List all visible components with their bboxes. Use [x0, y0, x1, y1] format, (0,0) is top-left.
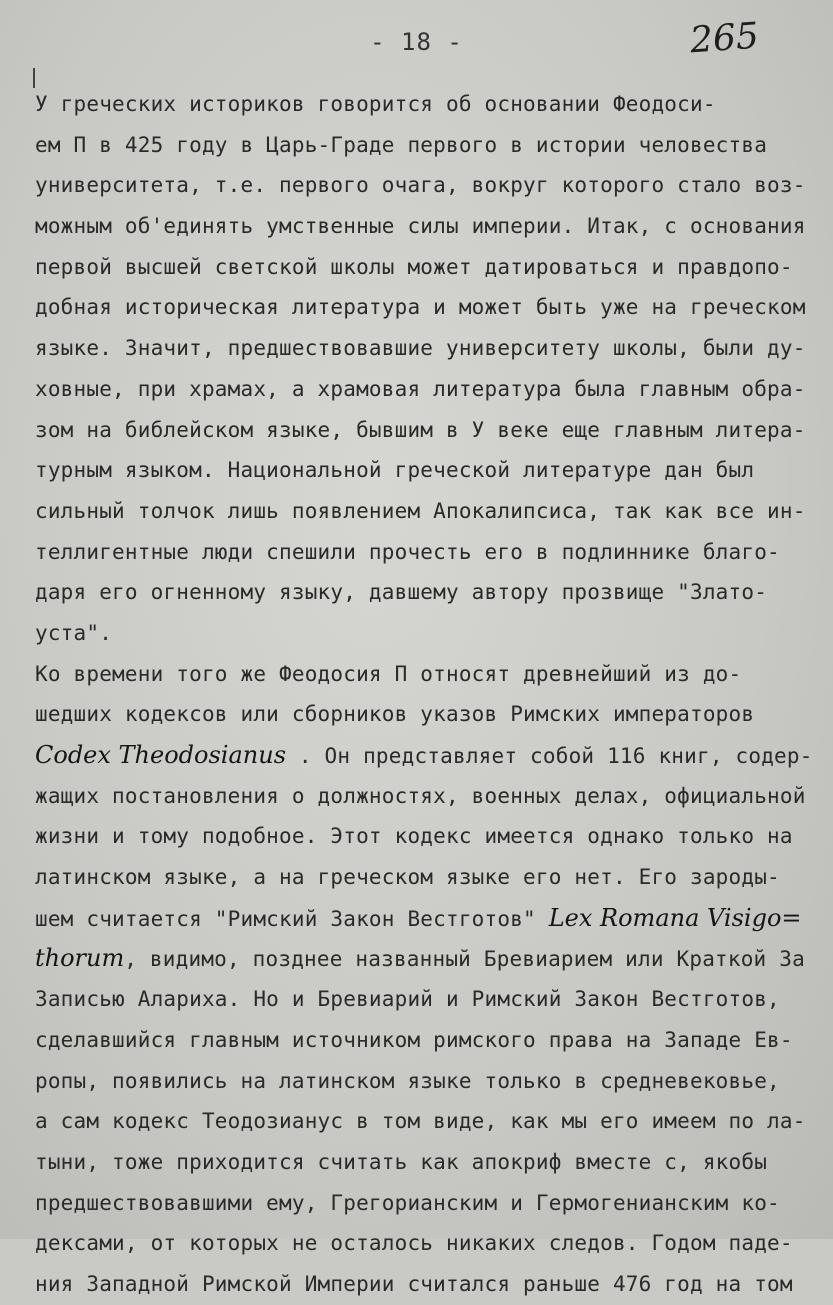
text-line: зом на библейском языке, бывшим в У веке еще главным литера-	[35, 417, 806, 442]
text-line: шедших кодексов или сборников указов Римских императоров	[35, 702, 755, 727]
paragraph-block	[35, 84, 833, 735]
text-line: латинском языке, а на греческом языке его нет. Его зароды-	[35, 865, 780, 890]
text-line: ем П в 425 году в Царь-Граде первого в истории человества	[35, 132, 768, 157]
typed-text: . Он представляет собой 116 книг, содер-	[286, 744, 813, 768]
typed-text: , видимо, позднее названный Бревиарием или Краткой За	[124, 947, 805, 972]
text-line	[35, 898, 833, 939]
text-line	[35, 938, 833, 979]
text-line: предшествовавшими ему, Грегорианским и Гермогенианским ко-	[35, 1190, 780, 1215]
text-line: дексами, от которых не осталось никаких следов. Годом паде-	[35, 1231, 793, 1256]
text-line: можным об'единять умственные силы империи. Итак, с основания	[35, 214, 806, 239]
text-line: ховные, при храмах, а храмовая литература была главным обра-	[35, 376, 806, 401]
text-line: турным языком. Национальной греческой литературе дан был	[35, 458, 755, 483]
text-line: а сам кодекс Теодозианус в том виде, как мы его имеем по ла-	[35, 1109, 806, 1134]
text-line: Записью Алариха. Но и Бревиарий и Римский Закон Вестготов,	[35, 987, 780, 1012]
text-line: жащих постановления о должностях, военных делах, официальной	[35, 783, 806, 808]
handwritten-insert: Codex Theodosianus	[35, 741, 287, 769]
body-text	[35, 84, 833, 1305]
text-line: тыни, тоже приходится считать как апокриф вместе с, якобы	[35, 1149, 768, 1174]
handwritten-insert: Lex Romana Visigo=	[548, 903, 802, 932]
text-line: жизни и тому подобное. Этот кодекс имеется однако только на	[35, 824, 793, 849]
text-line: сделавшийся главным источником римского права на Западе Ев-	[35, 1027, 793, 1052]
typed-text: шем считается "Римский Закон Вестготов"	[35, 906, 549, 931]
archive-mark-handwritten: 265	[688, 15, 761, 62]
text-line: сильный толчок лишь появлением Апокалипсиса, так как все ин-	[35, 498, 806, 523]
text-line: первой высшей светской школы может датироваться и правдопо-	[35, 254, 793, 279]
paragraph-block	[35, 776, 833, 898]
page-number: - 18 -	[370, 28, 463, 56]
text-line: ния Западной Римской Империи считался раньше 476 год на том	[35, 1271, 793, 1296]
text-line: уста".	[35, 620, 113, 645]
text-line: университета, т.е. первого очага, вокруг которого стало воз-	[35, 173, 806, 198]
text-line: теллигентные люди спешили прочесть его в подлиннике благо-	[35, 539, 780, 564]
text-line	[35, 735, 833, 776]
text-line: ропы, появились на латинском языке только в средневековье,	[35, 1068, 780, 1093]
text-line: добная историческая литература и может быть уже на греческом	[35, 295, 806, 320]
text-line: языке. Значит, предшествовавшие университету школы, были ду-	[35, 336, 806, 361]
handwritten-insert: thorum	[35, 944, 125, 973]
text-line: даря его огненному языку, давшему автору прозвище "Злато-	[35, 580, 768, 605]
text-line: У греческих историков говорится об основании Феодоси-	[35, 92, 716, 116]
text-line: Ко времени того же Феодосия П относят древнейший из до-	[35, 661, 742, 686]
paragraph-block	[35, 979, 833, 1305]
